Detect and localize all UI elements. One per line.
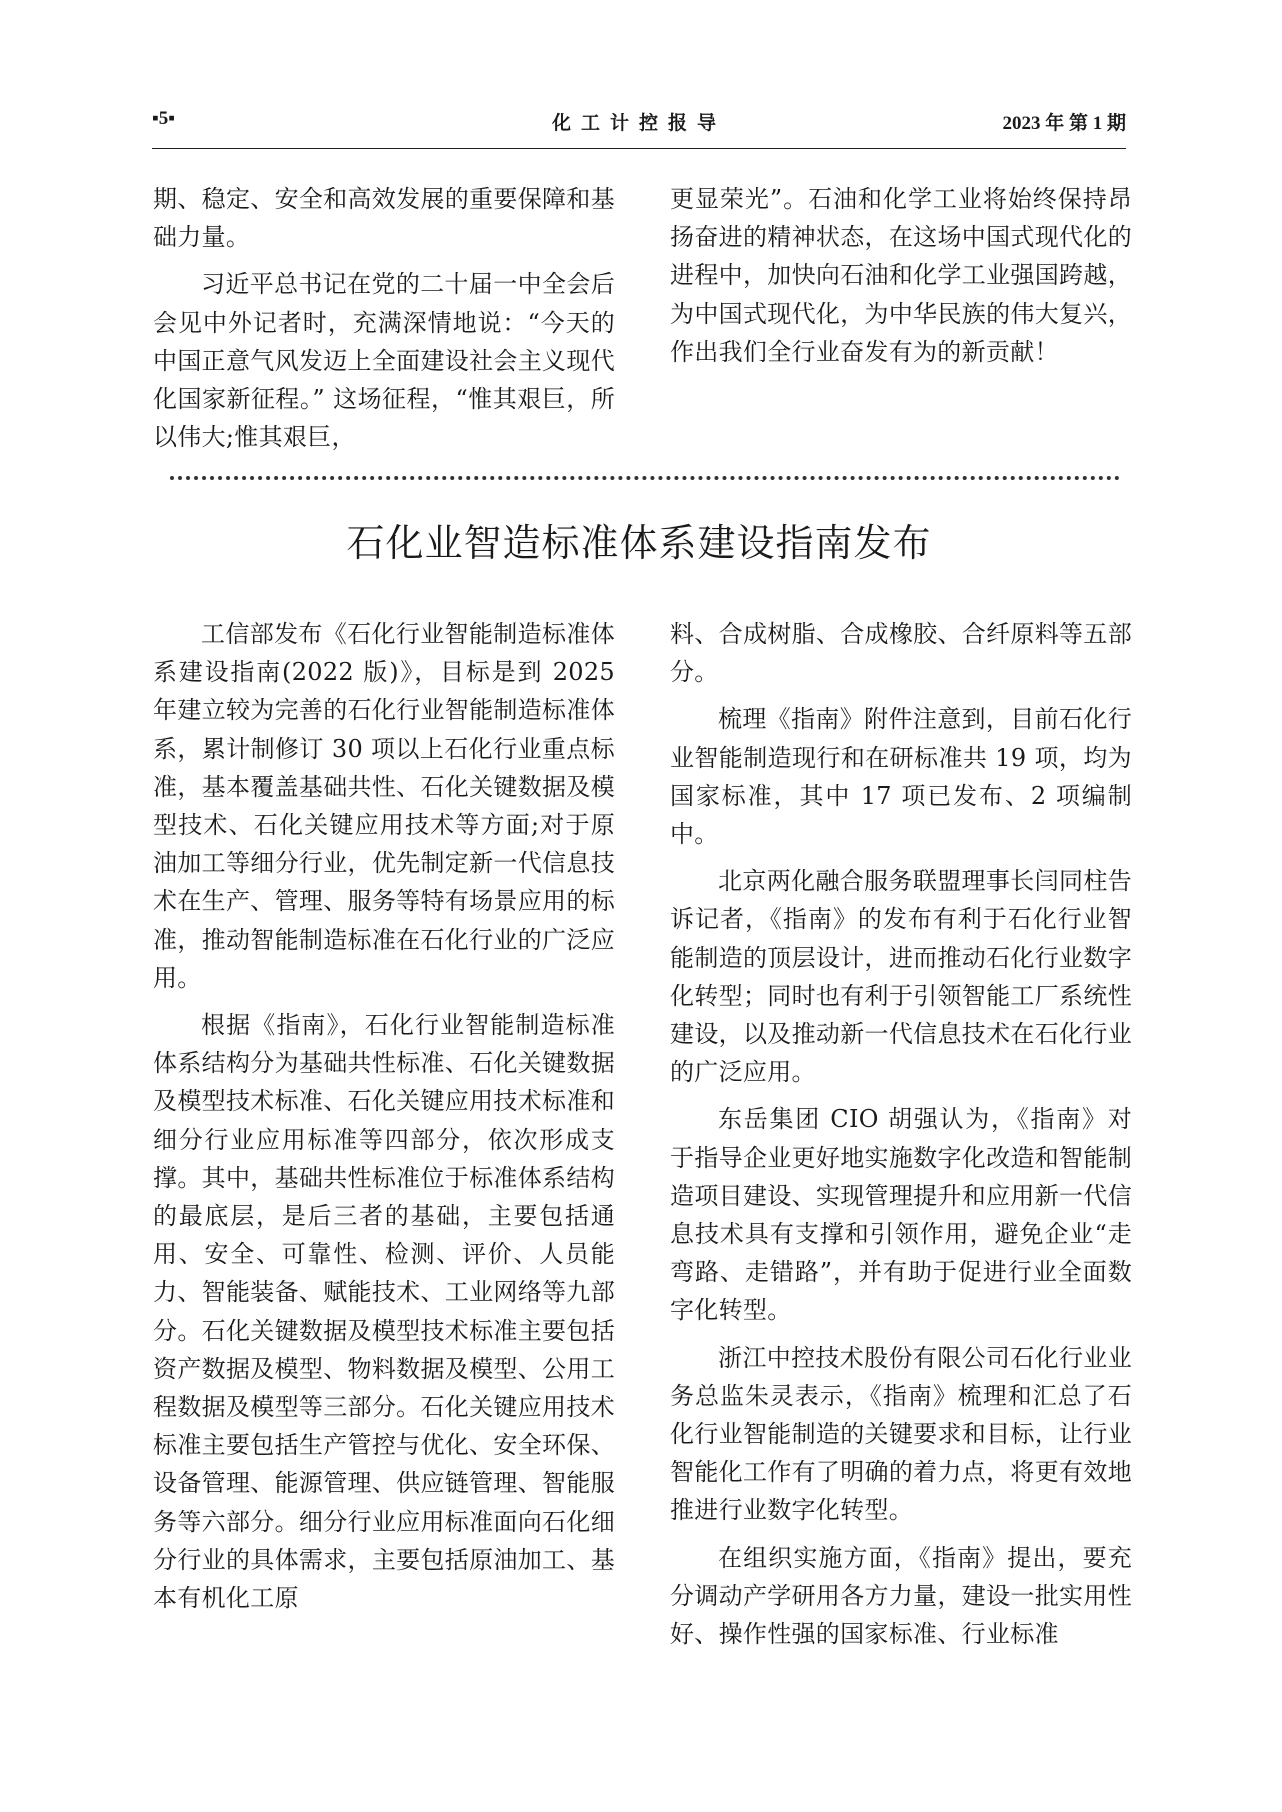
paragraph: 梳理《指南》附件注意到，目前石化行业智能制造现行和在研标准共 19 项，均为国家标准，其中 17 项已发布、2 项编制中。 <box>670 705 1132 849</box>
running-header <box>152 102 1126 149</box>
paragraph: 根据《指南》，石化行业智能制造标准体系结构分为基础共性标准、石化关键数据及模型技术标准、石化关键应用技术标准和细分行业应用标准等四部分，依次形成支撑。其中，基础共性标准位于标准体系结构的最底层，是后三者的基础，主要包括通用、安全、可靠性、检测、评价、人员能力、智能装备、赋能技术、工业网络等九部分。石化关键数据及模型技术标准主要包括资产数据及模型、物料数据及模型、公用工程数据及模型等三部分。石化关键应用技术标准主要包括生产管控与优化、安全环保、设备管理、能源管理、供应链管理、智能服务等六部分。细分行业应用标准面向石化细分行业的具体需求，主要包括原油加工、基本有机化工原 <box>153 1011 615 1613</box>
previous-article-right-column <box>670 180 1132 380</box>
previous-article-left-column <box>153 180 615 465</box>
paragraph: 期、稳定、安全和高效发展的重要保障和基础力量。 <box>153 185 615 252</box>
section-divider <box>170 476 1120 480</box>
article-title: 石化业智造标准体系建设指南发布 <box>346 521 932 565</box>
issue-label: 2023 年 第 1 期 <box>1002 113 1126 134</box>
article-left-column <box>153 615 615 1626</box>
paragraph: 东岳集团 CIO 胡强认为，《指南》对于指导企业更好地实施数字化改造和智能制造项目建设、实现管理提升和应用新一代信息技术具有支撑和引领作用，避免企业“走弯路、走错路”，并有助于促进行业全面数字化转型。 <box>670 1105 1132 1325</box>
page-number: ▪5▪ <box>152 108 175 129</box>
paragraph: 在组织实施方面，《指南》提出，要充分调动产学研用各方力量，建设一批实用性好、操作性强的国家标准、行业标准 <box>670 1543 1132 1649</box>
paragraph: 料、合成树脂、合成橡胶、合纤原料等五部分。 <box>670 620 1132 687</box>
journal-title: 化工计控报导 <box>551 112 726 134</box>
paragraph: 更显荣光”。石油和化学工业将始终保持昂扬奋进的精神状态，在这场中国式现代化的进程中，加快向石油和化学工业强国跨越，为中国式现代化，为中华民族的伟大复兴，作出我们全行业奋发有为的新贡献！ <box>670 185 1132 366</box>
paragraph: 习近平总书记在党的二十届一中全会后会见中外记者时，充满深情地说：“今天的中国正意气风发迈上全面建设社会主义现代化国家新征程。” 这场征程，“惟其艰巨，所以伟大;惟其艰巨， <box>153 270 615 452</box>
paragraph: 北京两化融合服务联盟理事长闫同柱告诉记者，《指南》的发布有利于石化行业智能制造的顶层设计，进而推动石化行业数字化转型；同时也有利于引领智能工厂系统性建设，以及推动新一代信息技术在石化行业的广泛应用。 <box>670 867 1132 1087</box>
paragraph: 工信部发布《石化行业智能制造标准体系建设指南(2022 版)》，目标是到 2025 年建立较为完善的石化行业智能制造标准体系，累计制修订 30 项以上石化行业重点标准，基本覆盖基础共性、石化关键数据及模型技术、石化关键应用技术等方面;对于原油加工等细分行业，优先制定新一代信息技术在生产、管理、服务等特有场景应用的标准，推动智能制造标准在石化行业的广泛应用。 <box>153 620 615 992</box>
paragraph: 浙江中控技术股份有限公司石化行业业务总监朱灵表示，《指南》梳理和汇总了石化行业智能制造的关键要求和目标，让行业智能化工作有了明确的着力点，将更有效地推进行业数字化转型。 <box>670 1343 1132 1525</box>
article-right-column <box>670 615 1132 1662</box>
